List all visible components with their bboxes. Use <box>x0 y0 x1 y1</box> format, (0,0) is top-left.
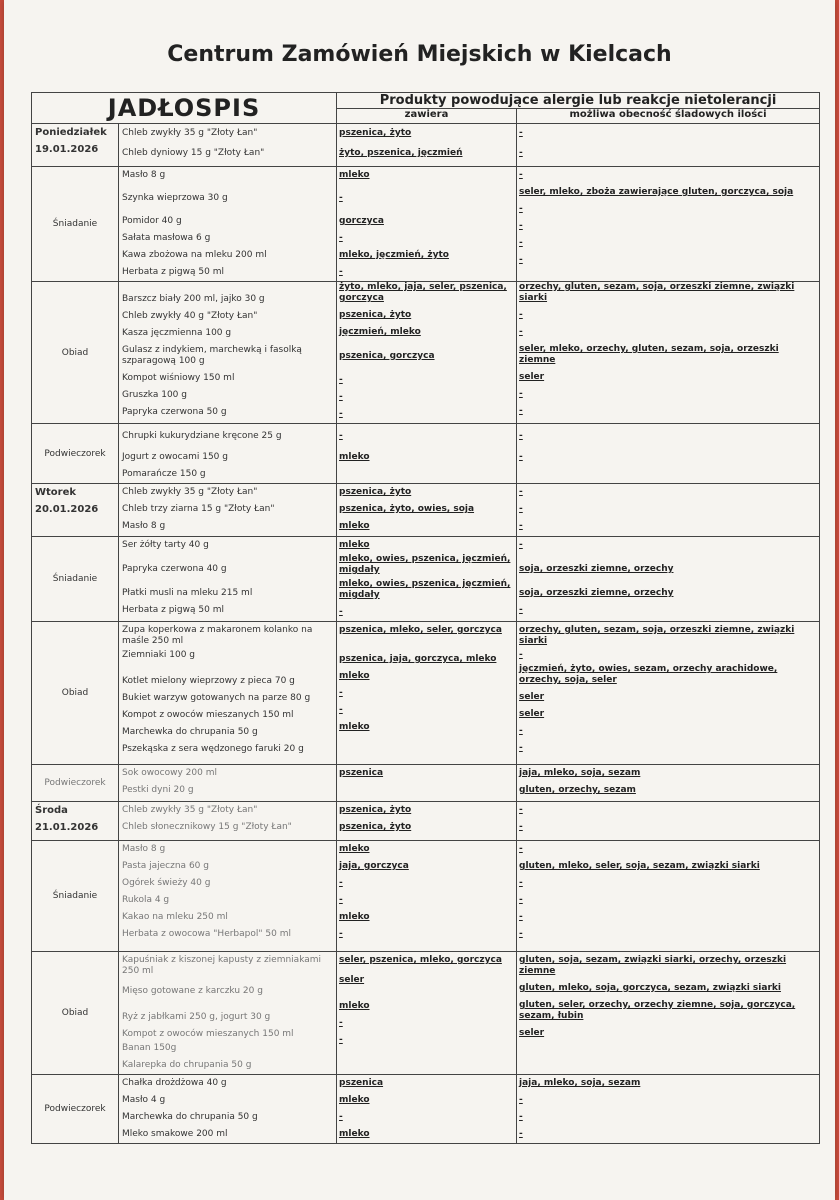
dish: Rukola 4 g <box>122 895 170 905</box>
dish: Kotlet mielony wieprzowy z pieca 70 g <box>122 676 295 686</box>
allergen-traces: seler <box>519 372 545 382</box>
allergen-traces: - <box>519 743 523 753</box>
dish: Pestki dyni 20 g <box>122 785 194 795</box>
dish: Chrupki kukurydziane kręcone 25 g <box>122 431 282 441</box>
dish: Kawa zbożowa na mleku 200 ml <box>122 250 267 260</box>
dish-list <box>119 282 337 424</box>
meal-label: Śniadanie <box>32 167 119 282</box>
dish: Masło 4 g <box>122 1095 166 1105</box>
allergen-traces: - <box>519 878 523 888</box>
dish-list <box>119 802 337 841</box>
dish: Sok owocowy 200 ml <box>122 768 217 778</box>
table-row <box>32 484 820 537</box>
table-row <box>32 424 820 484</box>
dish-list <box>119 484 337 537</box>
allergen-traces: seler <box>519 692 545 702</box>
allergen-contains: - <box>339 895 343 905</box>
dish: Pszekąska z sera wędzonego faruki 20 g <box>122 744 304 754</box>
dish: Kapuśniak z kiszonej kapusty z ziemniakami 250 ml <box>122 955 322 976</box>
allergen-traces: orzechy, gluten, sezam, soja, orzeszki ziemne, związki siarki <box>519 625 795 646</box>
menu-document <box>4 0 835 1200</box>
meal-label: Podwieczorek <box>32 1075 119 1144</box>
day-name: Środa <box>35 805 68 816</box>
allergen-contains: jaja, gorczyca <box>339 861 409 871</box>
dish: Pasta jajeczna 60 g <box>122 861 209 871</box>
table-row <box>32 841 820 952</box>
allergen-contains: - <box>339 607 343 617</box>
traces-list <box>517 802 820 841</box>
day-label <box>32 484 119 537</box>
allergen-traces: gluten, orzechy, sezam <box>519 785 636 795</box>
table-row <box>32 282 820 424</box>
dish: Mięso gotowane z karczku 20 g <box>122 986 263 996</box>
meal-label: Śniadanie <box>32 841 119 952</box>
dish-list <box>119 167 337 282</box>
allergen-traces: seler <box>519 709 545 719</box>
contains-list <box>337 765 517 802</box>
allergen-contains: - <box>339 878 343 888</box>
allergen-traces: orzechy, gluten, sezam, soja, orzeszki ziemne, związki siarki <box>519 282 795 303</box>
allergen-contains: - <box>339 1112 343 1122</box>
allergen-contains: pszenica, gorczyca <box>339 351 435 361</box>
allergen-contains: mleko <box>339 1129 370 1139</box>
allergen-contains: mleko <box>339 1001 370 1011</box>
meal-label: Śniadanie <box>32 537 119 622</box>
dish: Ser żółty tarty 40 g <box>122 540 209 550</box>
allergen-traces: soja, orzeszki ziemne, orzechy <box>519 588 674 598</box>
contains-list <box>337 1075 517 1144</box>
institution-title: Centrum Zamówień Miejskich w Kielcach <box>167 42 672 67</box>
contains-list <box>337 484 517 537</box>
allergen-contains: - <box>339 233 343 243</box>
allergen-contains: żyto, mleko, jaja, seler, pszenica, gorczyca <box>339 282 507 303</box>
dish-list <box>119 765 337 802</box>
table-row <box>32 1075 820 1144</box>
dish: Masło 8 g <box>122 844 166 854</box>
allergen-traces: gluten, soja, sezam, związki siarki, orzechy, orzeszki ziemne <box>519 955 787 976</box>
traces-list <box>517 622 820 765</box>
allergen-contains: pszenica, mleko, seler, gorczyca <box>339 625 502 635</box>
dish: Chleb zwykły 40 g "Złoty Łan" <box>122 311 258 321</box>
dish: Chleb zwykły 35 g "Złoty Łan" <box>122 128 258 138</box>
allergen-contains: - <box>339 1035 343 1045</box>
allergen-contains: pszenica, żyto <box>339 822 412 832</box>
allergen-traces: seler, mleko, zboża zawierające gluten, gorczyca, soja <box>519 187 794 197</box>
menu-title: JADŁOSPIS <box>32 93 337 124</box>
allergen-traces: - <box>519 912 523 922</box>
dish-list <box>119 424 337 484</box>
meal-label: Podwieczorek <box>32 424 119 484</box>
meal-label: Obiad <box>32 282 119 424</box>
allergen-traces: - <box>519 726 523 736</box>
table-row <box>32 802 820 841</box>
allergen-traces: - <box>519 929 523 939</box>
dish: Chleb zwykły 35 g "Złoty Łan" <box>122 805 258 815</box>
allergen-contains: pszenica, jaja, gorczyca, mleko <box>339 654 497 664</box>
allergen-contains: pszenica, żyto <box>339 128 412 138</box>
allergen-traces: - <box>519 431 523 441</box>
day-name: Poniedziałek <box>35 127 107 138</box>
traces-list <box>517 1075 820 1144</box>
allergen-contains: - <box>339 193 343 203</box>
allergen-contains: - <box>339 409 343 419</box>
allergen-contains: mleko, owies, pszenica, jęczmień, migdały <box>339 579 511 600</box>
table-row <box>32 765 820 802</box>
allergen-traces: - <box>519 170 523 180</box>
dish: Kasza jęczmienna 100 g <box>122 328 232 338</box>
dish-list <box>119 841 337 952</box>
allergen-traces: - <box>519 487 523 497</box>
traces-list <box>517 424 820 484</box>
allergen-traces: - <box>519 605 523 615</box>
allergen-traces: - <box>519 310 523 320</box>
dish-list <box>119 1075 337 1144</box>
allergen-traces: - <box>519 805 523 815</box>
dish: Banan 150g <box>122 1043 177 1053</box>
table-row <box>32 167 820 282</box>
allergen-contains: pszenica, żyto <box>339 805 412 815</box>
allergen-traces: - <box>519 650 523 660</box>
day-label <box>32 124 119 167</box>
allergen-contains: mleko <box>339 844 370 854</box>
contains-list <box>337 537 517 622</box>
allergen-traces: gluten, seler, orzechy, orzechy ziemne, soja, gorczyca, sezam, łubin <box>519 1000 796 1021</box>
allergen-traces: - <box>519 1112 523 1122</box>
allergen-traces: - <box>519 204 523 214</box>
allergen-contains: mleko <box>339 170 370 180</box>
dish: Mleko smakowe 200 ml <box>122 1129 228 1139</box>
allergen-contains: mleko <box>339 1095 370 1105</box>
allergen-contains: seler, pszenica, mleko, gorczyca <box>339 955 502 965</box>
dish-list <box>119 124 337 167</box>
day-name: Wtorek <box>35 487 77 498</box>
allergen-contains: - <box>339 267 343 277</box>
traces-list <box>517 952 820 1075</box>
dish: Papryka czerwona 40 g <box>122 564 227 574</box>
dish: Sałata masłowa 6 g <box>122 233 211 243</box>
meal-label: Podwieczorek <box>32 765 119 802</box>
allergen-traces: - <box>519 221 523 231</box>
allergen-contains: - <box>339 392 343 402</box>
traces-list <box>517 124 820 167</box>
dish: Gruszka 100 g <box>122 390 187 400</box>
dish: Herbata z pigwą 50 ml <box>122 605 224 615</box>
allergen-traces: - <box>519 504 523 514</box>
allergen-contains: - <box>339 431 343 441</box>
allergen-traces: - <box>519 521 523 531</box>
contains-list <box>337 424 517 484</box>
day-date: 19.01.2026 <box>35 144 99 155</box>
allergen-traces: - <box>519 128 523 138</box>
allergen-traces: gluten, mleko, seler, soja, sezam, związki siarki <box>519 861 760 871</box>
allergen-contains: mleko <box>339 540 370 550</box>
allergen-contains: jęczmień, mleko <box>339 327 421 337</box>
allergen-traces: - <box>519 895 523 905</box>
allergen-traces: - <box>519 822 523 832</box>
dish: Ryż z jabłkami 250 g, jogurt 30 g <box>122 1012 271 1022</box>
dish: Płatki musli na mleku 215 ml <box>122 588 253 598</box>
table-row <box>32 952 820 1075</box>
dish-list <box>119 537 337 622</box>
contains-header: zawiera <box>337 109 517 124</box>
allergen-contains: mleko, jęczmień, żyto <box>339 250 449 260</box>
allergens-heading: Produkty powodujące alergie lub reakcje nietolerancji <box>337 93 820 109</box>
allergen-traces: - <box>519 406 523 416</box>
allergen-contains: - <box>339 688 343 698</box>
allergen-contains: pszenica, żyto, owies, soja <box>339 504 475 514</box>
traces-list <box>517 167 820 282</box>
dish: Masło 8 g <box>122 521 166 531</box>
allergen-traces: - <box>519 389 523 399</box>
dish: Marchewka do chrupania 50 g <box>122 1112 258 1122</box>
dish: Chleb dyniowy 15 g "Złoty Łan" <box>122 148 265 158</box>
day-label <box>32 802 119 841</box>
allergen-contains: pszenica <box>339 768 384 778</box>
allergen-traces: - <box>519 452 523 462</box>
dish: Masło 8 g <box>122 170 166 180</box>
day-date: 21.01.2026 <box>35 822 99 833</box>
dish-list <box>119 952 337 1075</box>
allergen-traces: - <box>519 844 523 854</box>
allergen-traces: - <box>519 238 523 248</box>
allergen-traces: seler <box>519 1028 545 1038</box>
traces-header: możliwa obecność śladowych ilości <box>517 109 820 124</box>
day-date: 20.01.2026 <box>35 504 99 515</box>
allergen-traces: - <box>519 327 523 337</box>
table-row <box>32 537 820 622</box>
allergen-contains: mleko <box>339 521 370 531</box>
allergen-contains: mleko <box>339 452 370 462</box>
dish: Bukiet warzyw gotowanych na parze 80 g <box>122 693 311 703</box>
dish: Zupa koperkowa z makaronem kolanko na maśle 250 ml <box>122 625 313 646</box>
dish: Kalarepka do chrupania 50 g <box>122 1060 252 1070</box>
contains-list <box>337 622 517 765</box>
allergen-contains: seler <box>339 975 365 985</box>
allergen-traces: seler, mleko, orzechy, gluten, sezam, soja, orzeszki ziemne <box>519 344 779 365</box>
dish: Chałka drożdżowa 40 g <box>122 1078 227 1088</box>
allergen-traces: - <box>519 1095 523 1105</box>
allergen-contains: - <box>339 375 343 385</box>
dish: Jogurt z owocami 150 g <box>122 452 228 462</box>
allergen-contains: mleko <box>339 722 370 732</box>
allergen-contains: mleko, owies, pszenica, jęczmień, migdały <box>339 554 511 575</box>
allergen-traces: - <box>519 1129 523 1139</box>
traces-list <box>517 841 820 952</box>
contains-list <box>337 124 517 167</box>
allergen-traces: soja, orzeszki ziemne, orzechy <box>519 564 674 574</box>
allergen-contains: mleko <box>339 912 370 922</box>
dish: Herbata z pigwą 50 ml <box>122 267 224 277</box>
traces-list <box>517 765 820 802</box>
dish: Marchewka do chrupania 50 g <box>122 727 258 737</box>
allergen-traces: jaja, mleko, soja, sezam <box>519 768 641 778</box>
dish: Chleb słonecznikowy 15 g "Złoty Łan" <box>122 822 292 832</box>
allergen-contains: żyto, pszenica, jęczmień <box>339 148 463 158</box>
dish: Chleb trzy ziarna 15 g "Złoty Łan" <box>122 504 275 514</box>
dish: Gulasz z indykiem, marchewką i fasolką szparagową 100 g <box>122 345 302 366</box>
dish: Kompot z owoców mieszanych 150 ml <box>122 710 294 720</box>
allergen-traces: - <box>519 255 523 265</box>
allergen-traces: - <box>519 540 523 550</box>
allergen-contains: pszenica, żyto <box>339 310 412 320</box>
contains-list <box>337 841 517 952</box>
allergen-contains: pszenica, żyto <box>339 487 412 497</box>
allergen-contains: - <box>339 929 343 939</box>
contains-list <box>337 167 517 282</box>
allergen-traces: jęczmień, żyto, owies, sezam, orzechy arachidowe, orzechy, soja, seler <box>519 664 778 685</box>
dish: Kakao na mleku 250 ml <box>122 912 228 922</box>
allergen-contains: mleko <box>339 671 370 681</box>
allergen-traces: jaja, mleko, soja, sezam <box>519 1078 641 1088</box>
contains-list <box>337 952 517 1075</box>
allergen-contains: - <box>339 1018 343 1028</box>
table-row <box>32 124 820 167</box>
dish: Pomarańcze 150 g <box>122 469 206 479</box>
dish-list <box>119 622 337 765</box>
allergen-contains: - <box>339 705 343 715</box>
dish: Ziemniaki 100 g <box>122 650 196 660</box>
allergen-contains: pszenica <box>339 1078 384 1088</box>
dish: Pomidor 40 g <box>122 216 182 226</box>
dish: Papryka czerwona 50 g <box>122 407 227 417</box>
menu-table <box>31 92 820 1144</box>
traces-list <box>517 484 820 537</box>
table-row <box>32 622 820 765</box>
contains-list <box>337 282 517 424</box>
allergen-traces: - <box>519 148 523 158</box>
traces-list <box>517 537 820 622</box>
dish: Herbata z owocowa "Herbapol" 50 ml <box>122 929 291 939</box>
allergen-contains: gorczyca <box>339 216 384 226</box>
dish: Kompot wiśniowy 150 ml <box>122 373 235 383</box>
dish: Ogórek świeży 40 g <box>122 878 211 888</box>
dish: Szynka wieprzowa 30 g <box>122 193 228 203</box>
contains-list <box>337 802 517 841</box>
dish: Kompot z owoców mieszanych 150 ml <box>122 1029 294 1039</box>
traces-list <box>517 282 820 424</box>
dish: Chleb zwykły 35 g "Złoty Łan" <box>122 487 258 497</box>
meal-label: Obiad <box>32 952 119 1075</box>
allergen-traces: gluten, mleko, soja, gorczyca, sezam, związki siarki <box>519 983 781 993</box>
meal-label: Obiad <box>32 622 119 765</box>
dish: Barszcz biały 200 ml, jajko 30 g <box>122 294 265 304</box>
